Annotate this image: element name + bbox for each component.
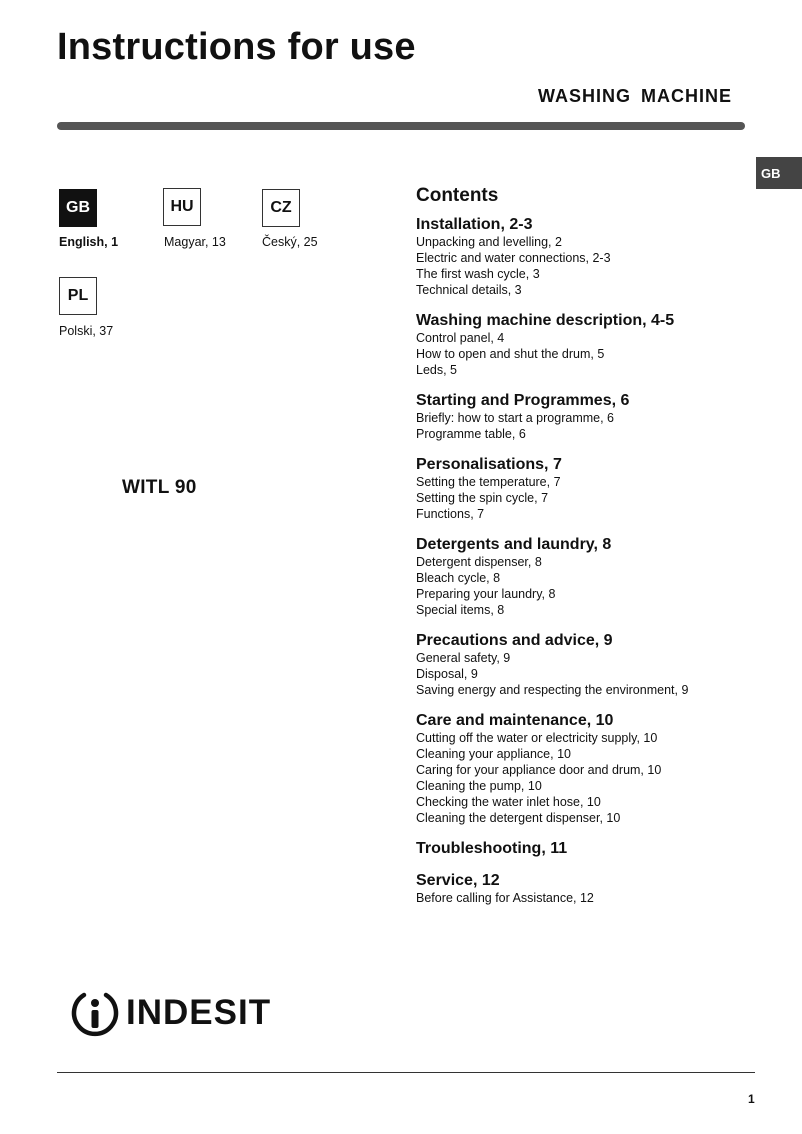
contents-section <box>416 632 776 698</box>
page-number: 1 <box>748 1092 755 1106</box>
contents-section <box>416 312 776 378</box>
contents-entry[interactable]: Disposal, 9 <box>416 667 478 681</box>
contents-entry[interactable]: Technical details, 3 <box>416 283 522 297</box>
contents-section <box>416 456 776 522</box>
document-title: Instructions for use <box>57 26 416 68</box>
indesit-logo <box>70 988 271 1038</box>
contents-entry[interactable]: Electric and water connections, 2-3 <box>416 251 611 265</box>
language-side-tab[interactable]: GB <box>756 157 802 189</box>
contents-entry[interactable]: Leds, 5 <box>416 363 458 377</box>
language-label-cz[interactable]: Český, 25 <box>262 235 318 249</box>
contents-section <box>416 392 776 442</box>
contents-entry[interactable]: Checking the water inlet hose, 10 <box>416 795 601 809</box>
contents-entry[interactable]: The first wash cycle, 3 <box>416 267 540 281</box>
footer-divider <box>57 1072 755 1073</box>
brand-wordmark: INDESIT <box>126 993 272 1032</box>
contents-entry[interactable]: Briefly: how to start a programme, 6 <box>416 411 614 425</box>
language-box-pl[interactable]: PL <box>59 277 97 315</box>
contents-entry[interactable]: Preparing your laundry, 8 <box>416 587 556 601</box>
contents-heading: Contents <box>416 185 499 206</box>
language-box-gb[interactable]: GB <box>59 189 97 227</box>
language-box-hu[interactable]: HU <box>163 188 201 226</box>
contents-section-title[interactable]: Starting and Programmes, 6 <box>416 392 630 409</box>
contents-section <box>416 536 776 618</box>
contents-entry[interactable]: Saving energy and respecting the environment, 9 <box>416 683 689 697</box>
contents-entry[interactable]: Before calling for Assistance, 12 <box>416 891 594 905</box>
contents-entry[interactable]: Cleaning the detergent dispenser, 10 <box>416 811 621 825</box>
contents-entry[interactable]: Special items, 8 <box>416 603 505 617</box>
model-number: WITL 90 <box>122 477 197 498</box>
contents-section <box>416 872 776 906</box>
contents-entry[interactable]: Bleach cycle, 8 <box>416 571 501 585</box>
contents-section-title[interactable]: Installation, 2-3 <box>416 216 533 233</box>
contents-section <box>416 840 776 858</box>
contents-entry[interactable]: Cleaning your appliance, 10 <box>416 747 571 761</box>
contents-entry[interactable]: Caring for your appliance door and drum, 10 <box>416 763 662 777</box>
contents-section-title[interactable]: Precautions and advice, 9 <box>416 632 613 649</box>
contents-entry[interactable]: Functions, 7 <box>416 507 485 521</box>
document-subtitle: WASHING MACHINE <box>538 86 732 106</box>
contents-entry[interactable]: General safety, 9 <box>416 651 511 665</box>
contents-entry[interactable]: Detergent dispenser, 8 <box>416 555 542 569</box>
contents-section-title[interactable]: Troubleshooting, 11 <box>416 840 568 857</box>
contents-entry[interactable]: Unpacking and levelling, 2 <box>416 235 562 249</box>
contents-section-title[interactable]: Washing machine description, 4-5 <box>416 312 675 329</box>
contents-entry[interactable]: Cleaning the pump, 10 <box>416 779 542 793</box>
language-box-cz[interactable]: CZ <box>262 189 300 227</box>
language-label-gb[interactable]: English, 1 <box>59 235 119 249</box>
language-label-pl[interactable]: Polski, 37 <box>59 324 114 338</box>
contents-entry[interactable]: Control panel, 4 <box>416 331 505 345</box>
contents-entry[interactable]: Setting the temperature, 7 <box>416 475 561 489</box>
contents-entry[interactable]: Setting the spin cycle, 7 <box>416 491 549 505</box>
table-of-contents <box>416 184 776 920</box>
contents-section <box>416 712 776 826</box>
contents-section-title[interactable]: Personalisations, 7 <box>416 456 562 473</box>
contents-section-title[interactable]: Care and maintenance, 10 <box>416 712 614 729</box>
indesit-logo-icon <box>70 988 120 1038</box>
contents-entry[interactable]: Cutting off the water or electricity supply, 10 <box>416 731 658 745</box>
contents-section <box>416 216 776 298</box>
contents-section-title[interactable]: Detergents and laundry, 8 <box>416 536 612 553</box>
contents-entry[interactable]: How to open and shut the drum, 5 <box>416 347 605 361</box>
language-label-hu[interactable]: Magyar, 13 <box>164 235 226 249</box>
contents-section-title[interactable]: Service, 12 <box>416 872 500 889</box>
contents-entry[interactable]: Programme table, 6 <box>416 427 526 441</box>
header-divider-bar <box>57 122 745 130</box>
